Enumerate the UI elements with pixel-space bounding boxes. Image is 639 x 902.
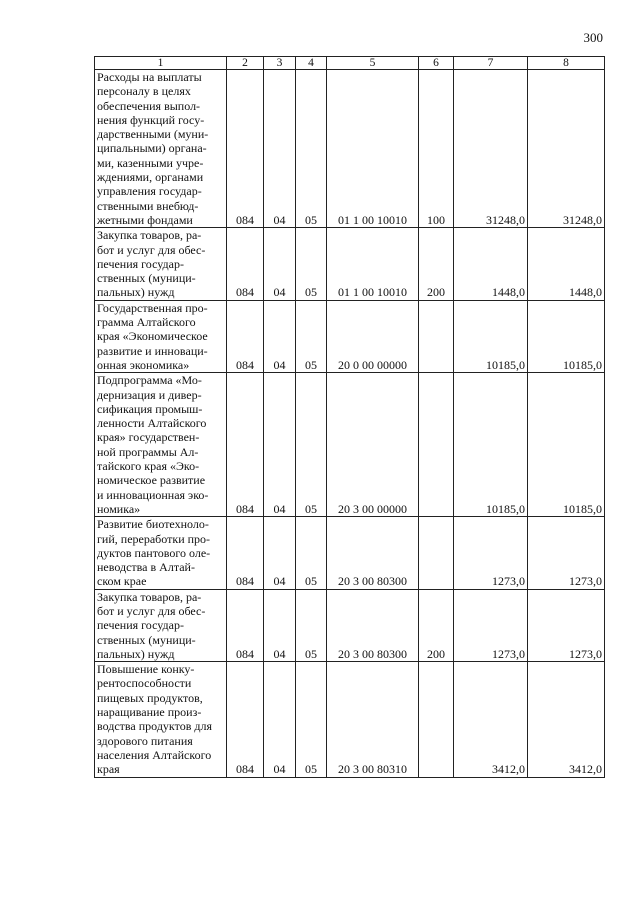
page-number: 300 — [583, 30, 603, 45]
cell-amount-1: 10185,0 — [454, 300, 528, 372]
item-name-line: края — [97, 762, 120, 777]
item-name-line: ственных (муници- — [97, 271, 196, 286]
cell-section: 04 — [264, 70, 296, 228]
cell-target-article: 01 1 00 10010 — [327, 70, 419, 228]
cell-section: 04 — [264, 589, 296, 661]
cell-code: 084 — [227, 300, 264, 372]
item-name-line: дуктов пантового оле- — [97, 545, 211, 560]
cell-target-article: 20 3 00 80300 — [327, 517, 419, 589]
cell-item-name — [95, 517, 227, 589]
cell-amount-1: 10185,0 — [454, 373, 528, 517]
item-name-line: Расходы на выплаты — [97, 70, 202, 84]
cell-amount-2: 1273,0 — [528, 517, 605, 589]
header-cell: 3 — [264, 57, 296, 70]
header-cell: 1 — [95, 57, 227, 70]
cell-target-article: 01 1 00 10010 — [327, 228, 419, 300]
item-name-line: Государственная про- — [97, 300, 208, 315]
table-row — [95, 662, 605, 777]
item-name-line: дернизация и дивер- — [97, 387, 202, 402]
cell-subsection: 05 — [296, 228, 327, 300]
item-name-line: водства продуктов для — [97, 719, 212, 734]
cell-code: 084 — [227, 589, 264, 661]
item-name-line: рентоспособности — [97, 676, 192, 691]
table-row — [95, 228, 605, 300]
cell-amount-1: 1448,0 — [454, 228, 528, 300]
table-header-row — [95, 57, 605, 70]
cell-expense-kind — [419, 300, 454, 372]
cell-code: 084 — [227, 517, 264, 589]
cell-code: 084 — [227, 70, 264, 228]
item-name-line: края «Экономическое — [97, 329, 208, 344]
cell-subsection: 05 — [296, 373, 327, 517]
item-name-line: здорового питания — [97, 733, 193, 748]
item-name-line: онная экономика» — [97, 357, 190, 372]
item-name-line: ной программы Ал- — [97, 444, 199, 459]
item-name-line: пищевых продуктов, — [97, 690, 203, 705]
header-cell: 4 — [296, 57, 327, 70]
item-name-line: жетными фондами — [97, 212, 193, 227]
cell-code: 084 — [227, 373, 264, 517]
header-cell: 7 — [454, 57, 528, 70]
cell-section: 04 — [264, 517, 296, 589]
table-row — [95, 300, 605, 372]
item-name-line: ми, казенными учре- — [97, 155, 204, 170]
budget-table — [94, 56, 605, 778]
item-name-line: Подпрограмма «Мо- — [97, 373, 202, 388]
item-name-line: номическое развитие — [97, 473, 206, 488]
cell-section: 04 — [264, 373, 296, 517]
item-name-line: дарственными (муни- — [97, 127, 209, 142]
item-name-line: ципальными) органа- — [97, 141, 207, 156]
cell-target-article: 20 3 00 80300 — [327, 589, 419, 661]
table-row — [95, 373, 605, 517]
cell-expense-kind: 100 — [419, 70, 454, 228]
table-row — [95, 70, 605, 228]
cell-target-article: 20 3 00 80310 — [327, 662, 419, 777]
header-cell: 6 — [419, 57, 454, 70]
item-name-line: тайского края «Эко- — [97, 459, 200, 474]
item-name-line: наращивание произ- — [97, 705, 202, 720]
item-name-line: нения функций госу- — [97, 112, 205, 127]
item-name-line: обеспечения выпол- — [97, 98, 201, 113]
cell-amount-2: 10185,0 — [528, 373, 605, 517]
header-cell: 8 — [528, 57, 605, 70]
item-name-line: ждениями, органами — [97, 170, 204, 185]
item-name-line: и инновационная эко- — [97, 487, 209, 502]
cell-expense-kind: 200 — [419, 228, 454, 300]
item-name-line: сификация промыш- — [97, 401, 203, 416]
cell-amount-1: 3412,0 — [454, 662, 528, 777]
item-name-line: неводства в Алтай- — [97, 560, 195, 575]
item-name-line: Закупка товаров, ра- — [97, 228, 202, 243]
item-name-line: пальных) нужд — [97, 285, 175, 300]
cell-target-article: 20 0 00 00000 — [327, 300, 419, 372]
cell-item-name — [95, 228, 227, 300]
header-cell: 5 — [327, 57, 419, 70]
cell-amount-2: 1448,0 — [528, 228, 605, 300]
item-name-line: ственными внебюд- — [97, 198, 199, 213]
item-name-line: печения государ- — [97, 256, 184, 271]
item-name-line: бот и услуг для обес- — [97, 242, 206, 257]
cell-expense-kind — [419, 662, 454, 777]
cell-item-name — [95, 589, 227, 661]
item-name-line: гий, переработки про- — [97, 531, 211, 546]
cell-subsection: 05 — [296, 300, 327, 372]
header-cell: 2 — [227, 57, 264, 70]
item-name-line: номика» — [97, 501, 141, 516]
cell-amount-1: 31248,0 — [454, 70, 528, 228]
cell-item-name — [95, 662, 227, 777]
cell-section: 04 — [264, 228, 296, 300]
cell-amount-2: 1273,0 — [528, 589, 605, 661]
cell-amount-1: 1273,0 — [454, 517, 528, 589]
item-name-line: Закупка товаров, ра- — [97, 589, 202, 604]
cell-subsection: 05 — [296, 70, 327, 228]
item-name-line: ском крае — [97, 574, 147, 589]
item-name-line: пальных) нужд — [97, 646, 175, 661]
table-row — [95, 517, 605, 589]
item-name-line: края» государствен- — [97, 430, 200, 445]
item-name-line: Повышение конку- — [97, 662, 195, 677]
cell-amount-1: 1273,0 — [454, 589, 528, 661]
cell-expense-kind: 200 — [419, 589, 454, 661]
cell-item-name — [95, 70, 227, 228]
item-name-line: ленности Алтайского — [97, 416, 207, 431]
cell-subsection: 05 — [296, 517, 327, 589]
item-name-line: персоналу в целях — [97, 84, 191, 99]
cell-item-name — [95, 373, 227, 517]
cell-expense-kind — [419, 373, 454, 517]
cell-section: 04 — [264, 300, 296, 372]
table-row — [95, 589, 605, 661]
cell-amount-2: 10185,0 — [528, 300, 605, 372]
cell-amount-2: 31248,0 — [528, 70, 605, 228]
item-name-line: развитие и инновaци- — [97, 343, 208, 358]
cell-item-name — [95, 300, 227, 372]
cell-code: 084 — [227, 228, 264, 300]
item-name-line: населения Алтайского — [97, 747, 212, 762]
cell-amount-2: 3412,0 — [528, 662, 605, 777]
cell-subsection: 05 — [296, 589, 327, 661]
cell-section: 04 — [264, 662, 296, 777]
cell-target-article: 20 3 00 00000 — [327, 373, 419, 517]
item-name-line: ственных (муници- — [97, 632, 196, 647]
item-name-line: бот и услуг для обес- — [97, 603, 206, 618]
item-name-line: Развитие биотехноло- — [97, 517, 209, 532]
item-name-line: печения государ- — [97, 618, 184, 633]
cell-subsection: 05 — [296, 662, 327, 777]
cell-code: 084 — [227, 662, 264, 777]
item-name-line: грамма Алтайского — [97, 315, 196, 330]
cell-expense-kind — [419, 517, 454, 589]
item-name-line: управления государ- — [97, 184, 202, 199]
